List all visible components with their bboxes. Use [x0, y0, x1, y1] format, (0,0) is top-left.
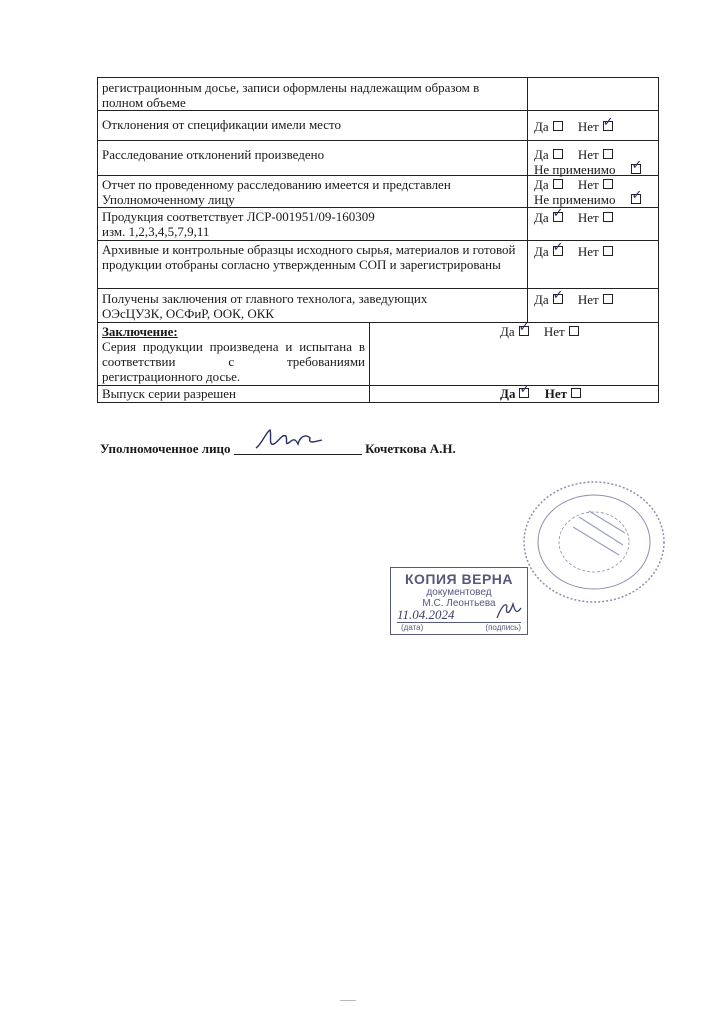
row-text: Архивные и контрольные образцы исходного сырья, материалов и готовой продукции отобраны согласно утвержденным СОП и зарегистрированы — [98, 241, 528, 288]
stamp-date: 11.04.2024 — [397, 607, 455, 622]
conclusion-options — [370, 323, 658, 385]
table-row — [98, 208, 658, 241]
option-label: Да — [534, 177, 549, 192]
stamp-labels — [401, 623, 521, 632]
table-row — [98, 241, 658, 289]
checkbox[interactable] — [571, 388, 581, 398]
row-options — [528, 111, 658, 140]
conclusion-text: Серия продукции произведена и испытана в соответствии с требованиями регистрационного досье. — [102, 339, 365, 384]
option-not-applicable[interactable] — [534, 192, 641, 207]
conclusion-row — [98, 323, 658, 386]
signature-field — [234, 440, 362, 455]
checkbox-checked[interactable] — [603, 121, 613, 131]
row-options — [528, 78, 658, 110]
checkbox[interactable] — [603, 149, 613, 159]
row-text: Отклонения от спецификации имели место — [98, 111, 528, 140]
table-row — [98, 78, 658, 111]
checklist-table — [97, 77, 659, 403]
option-label: Нет — [577, 244, 599, 259]
option-no[interactable] — [578, 292, 613, 307]
option-label: Да — [534, 147, 549, 162]
option-label: Нет — [577, 292, 599, 307]
handwritten-signature — [252, 426, 332, 454]
stamp-title: КОПИЯ ВЕРНА — [404, 571, 514, 587]
stamp-position: документовед — [426, 587, 492, 598]
checkbox[interactable] — [569, 326, 579, 336]
option-not-applicable[interactable] — [534, 162, 641, 177]
checkbox[interactable] — [553, 179, 563, 189]
stamp-signature — [495, 598, 523, 622]
option-label: Нет — [544, 386, 567, 401]
row-text: Отчет по проведенному расследованию имеется и представлен Уполномоченному лицу — [98, 176, 528, 207]
row-options — [528, 241, 658, 288]
checkbox[interactable] — [603, 212, 613, 222]
option-no[interactable] — [578, 177, 613, 192]
row-text: Продукция соответствует ЛСР-001951/09-160309 изм. 1,2,3,4,5,7,9,11 — [98, 208, 528, 240]
signature-line — [100, 440, 456, 457]
checkbox-checked[interactable] — [631, 194, 641, 204]
option-no[interactable] — [544, 324, 579, 339]
option-no[interactable] — [578, 244, 613, 259]
sign-label: (подпись) — [485, 623, 521, 632]
stamp-person: М.С. Леонтьева — [422, 598, 496, 609]
signature-label: Уполномоченное лицо — [100, 441, 231, 456]
page-mark — [340, 1000, 356, 1001]
option-label: Нет — [543, 324, 565, 339]
option-label: Да — [500, 324, 515, 339]
row-options — [528, 141, 658, 175]
conclusion-title: Заключение: — [102, 324, 178, 339]
option-label: Да — [534, 210, 549, 225]
option-label: Не применимо — [534, 162, 616, 177]
row-options — [528, 176, 658, 207]
option-yes[interactable] — [500, 386, 529, 401]
option-label: Нет — [577, 177, 599, 192]
checkbox-checked[interactable] — [519, 326, 529, 336]
checkbox[interactable] — [553, 149, 563, 159]
checkbox-checked[interactable] — [553, 212, 563, 222]
option-label: Нет — [577, 210, 599, 225]
option-yes[interactable] — [534, 292, 563, 307]
option-yes[interactable] — [534, 210, 563, 225]
option-no[interactable] — [578, 119, 613, 134]
checkbox-checked[interactable] — [553, 294, 563, 304]
option-yes[interactable] — [534, 244, 563, 259]
option-no[interactable] — [578, 147, 613, 162]
option-label: Да — [534, 244, 549, 259]
row-options — [528, 208, 658, 240]
option-no[interactable] — [545, 386, 581, 401]
row-options — [528, 289, 658, 322]
row-text: Получены заключения от главного технолога, заведующих ОЭсЦУЗК, ОСФиР, ООК, ОКК — [98, 289, 528, 322]
release-options — [370, 386, 658, 402]
checkbox[interactable] — [603, 179, 613, 189]
signer-name: Кочеткова А.Н. — [365, 441, 456, 456]
round-seal — [519, 477, 669, 607]
checkbox[interactable] — [603, 294, 613, 304]
checkbox-checked[interactable] — [631, 164, 641, 174]
copy-certified-stamp — [390, 567, 528, 635]
row-text: регистрационным досье, записи оформлены надлежащим образом в полном объеме — [98, 78, 528, 110]
checkbox-checked[interactable] — [553, 246, 563, 256]
option-label: Да — [500, 386, 516, 401]
option-yes[interactable] — [500, 324, 529, 339]
date-label: (дата) — [401, 623, 424, 632]
option-label: Не применимо — [534, 192, 616, 207]
table-row — [98, 289, 658, 323]
option-yes[interactable] — [534, 177, 563, 192]
checkbox[interactable] — [603, 246, 613, 256]
checkbox-checked[interactable] — [519, 388, 529, 398]
option-label: Нет — [577, 119, 599, 134]
table-row — [98, 176, 658, 208]
option-yes[interactable] — [534, 147, 563, 162]
option-label: Нет — [577, 147, 599, 162]
table-row — [98, 141, 658, 176]
checkbox[interactable] — [553, 121, 563, 131]
table-row — [98, 111, 658, 141]
release-row — [98, 386, 658, 402]
option-yes[interactable] — [534, 119, 563, 134]
option-no[interactable] — [578, 210, 613, 225]
release-text: Выпуск серии разрешен — [98, 386, 370, 402]
option-label: Да — [534, 119, 549, 134]
option-label: Да — [534, 292, 549, 307]
row-text: Расследование отклонений произведено — [98, 141, 528, 175]
conclusion-cell — [98, 323, 370, 385]
